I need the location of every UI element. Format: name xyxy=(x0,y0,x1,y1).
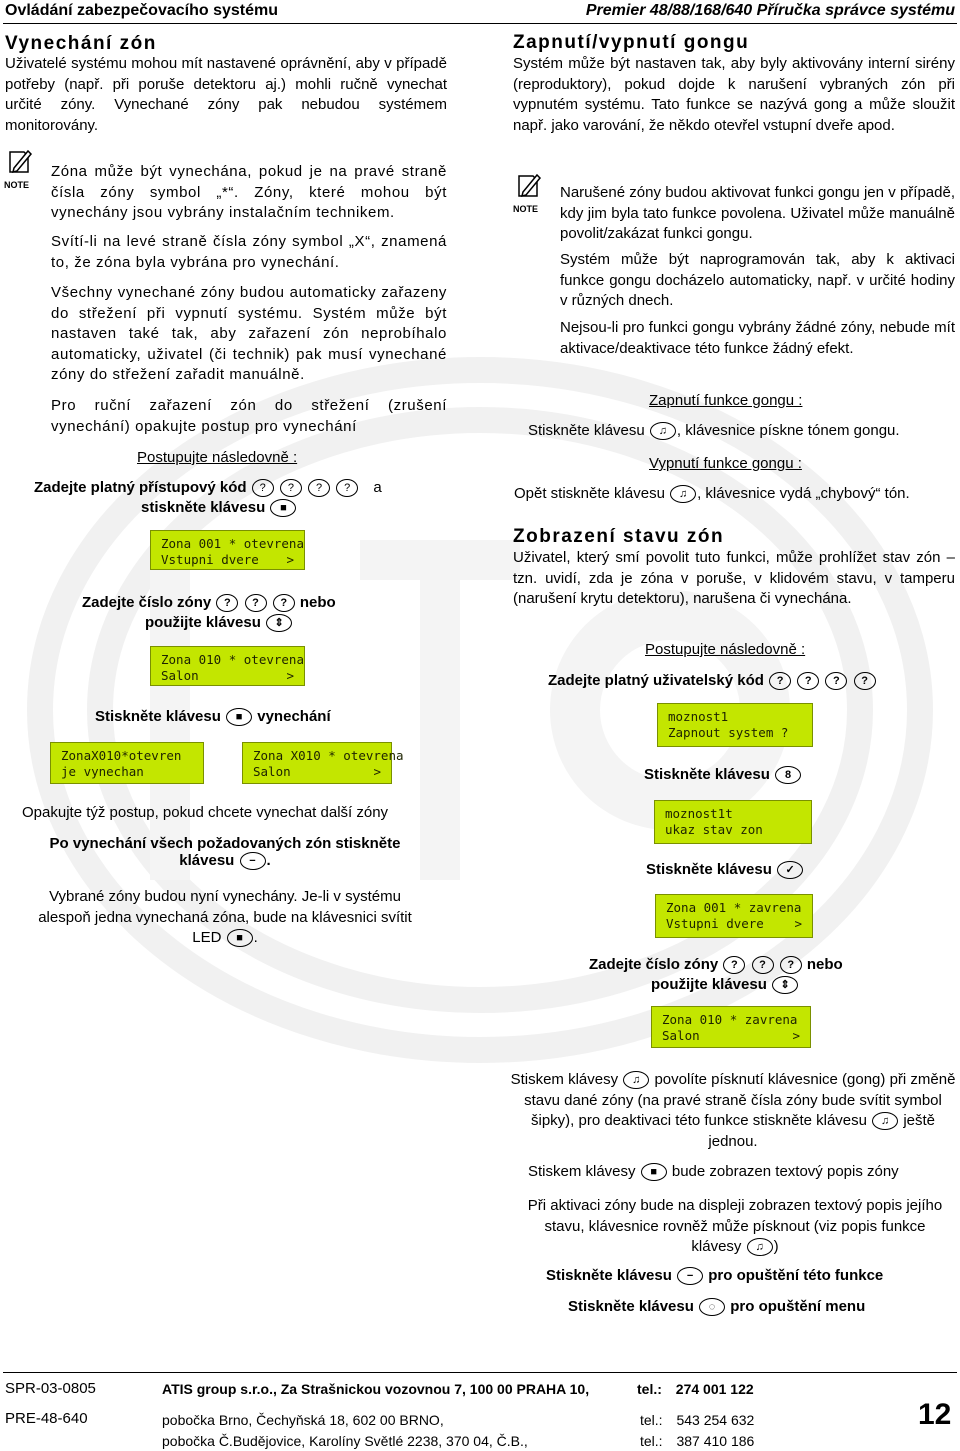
left-step-1b xyxy=(141,499,297,517)
note-pencil-icon xyxy=(4,148,34,182)
right-note-2: Systém může být naprogramován tak, aby k aktivaci funkce gongu docházelo automaticky, např. v určité hodiny v různých dnech. xyxy=(560,251,955,309)
left-step-1 xyxy=(34,479,454,497)
lcd-display-r4 xyxy=(651,1006,811,1048)
lcd4-line2: Salon xyxy=(253,764,291,779)
left-repeat: Opakujte týž postup, pokud chcete vynechat další zóny xyxy=(22,804,389,821)
left-title: Vynechání zón xyxy=(5,33,157,54)
footer-tel-2 xyxy=(640,1433,754,1449)
final-line3 xyxy=(10,928,440,949)
footer-tel-label: tel.: xyxy=(637,1381,662,1397)
digit-key-icon: ? xyxy=(245,594,267,612)
text-info-2: bude zobrazen textový popis zóny xyxy=(671,1163,899,1180)
gong-on-result: , klávesnice pískne tónem gongu. xyxy=(676,422,900,439)
exit2-text: Stiskněte klávesu xyxy=(568,1298,694,1315)
step3-text: Stiskněte klávesu xyxy=(95,708,221,725)
lcd-display-1 xyxy=(150,530,305,570)
exit1-purpose: pro opuštění této funkce xyxy=(708,1267,884,1284)
lcd-display-r2 xyxy=(654,800,812,844)
footer-tel2-number: 387 410 186 xyxy=(676,1433,755,1449)
left-note-3: Všechny vynechané zóny budou automaticky zařazeny do střežení při vypnutí systému. Systém může být nastaven také tak, aby zařazení zón neprobíhalo automaticky, uživatel (či technik) pak musí vynechané zóny do střežení zařadit manuálně. xyxy=(51,284,447,383)
step1-text: Zadejte platný přístupový kód xyxy=(34,479,247,496)
lcd1-line1: Zona 001 * otevrena xyxy=(161,536,304,551)
gong-off-title: Vypnutí funkce gongu : xyxy=(649,455,802,472)
digit-key-icon: ? xyxy=(273,594,295,612)
right-procedure-title: Postupujte následovně : xyxy=(645,641,806,658)
footer-tel-1 xyxy=(640,1412,754,1428)
chime-key-icon: ♫ xyxy=(650,422,676,440)
page-number: 12 xyxy=(918,1398,952,1431)
lcd3-line1: ZonaX010*otevren xyxy=(61,748,182,763)
digit-key-icon: ? xyxy=(780,956,802,974)
bypass-key-icon: ■ xyxy=(226,708,252,726)
digit-key-icon: ? xyxy=(825,672,847,690)
left-step-3 xyxy=(95,708,331,726)
chime-key-icon: ♫ xyxy=(670,485,696,503)
right-step-3 xyxy=(646,861,804,879)
left-step-2 xyxy=(82,594,336,612)
step4r-text: Zadejte číslo zóny xyxy=(589,956,719,973)
left-final xyxy=(10,887,440,949)
step3-bypass: vynechání xyxy=(257,708,331,725)
after-line2 xyxy=(22,852,428,870)
chime-key-icon: ♫ xyxy=(623,1071,649,1089)
right-activation-info xyxy=(520,1196,950,1258)
lcd3-line2: je vynechan xyxy=(61,764,144,779)
footer-code-2: PRE-48-640 xyxy=(5,1410,88,1427)
note-label: NOTE xyxy=(513,204,539,214)
digit-key-icon: ? xyxy=(216,594,238,612)
lcdr3-line2: Vstupni dvere xyxy=(666,916,764,931)
exit2-purpose: pro opuštění menu xyxy=(730,1298,866,1315)
footer-tel1-label: tel.: xyxy=(640,1412,663,1428)
after-line1: Po vynechání všech požadovaných zón stiskněte xyxy=(49,835,401,852)
bypass-key-icon: ■ xyxy=(227,929,253,947)
lcdr3-arrow: > xyxy=(794,916,802,931)
after-dot: . xyxy=(266,852,271,869)
lcd4-line1: Zona X010 * otevrena xyxy=(253,748,404,763)
step3r-text: Stiskněte klávesu xyxy=(646,861,772,878)
gong-on-text: Stiskněte klávesu xyxy=(528,422,645,439)
lcd2-arrow: > xyxy=(286,668,294,683)
lcd1-line2: Vstupni dvere xyxy=(161,552,259,567)
final-led: LED xyxy=(192,929,222,946)
header-right: Premier 48/88/168/640 Příručka správce systému xyxy=(585,2,955,19)
right-step-1 xyxy=(548,672,877,690)
step1-press: stiskněte klávesu xyxy=(141,499,266,516)
step2r-text: Stiskněte klávesu xyxy=(644,766,770,783)
final-line1: Vybrané zóny budou nyní vynechány. Je-li v systému xyxy=(49,888,401,905)
footer-tel-number: 274 001 122 xyxy=(675,1381,754,1397)
footer-divider xyxy=(3,1372,957,1373)
act-info-2: funkce klávesy xyxy=(691,1217,926,1255)
chime-key-icon: ♫ xyxy=(872,1112,898,1130)
digit-key-icon: ? xyxy=(854,672,876,690)
gong-info-1: Stiskem klávesy xyxy=(510,1071,619,1088)
lcdr1-line2: Zapnout system ? xyxy=(668,725,789,740)
digit-key-icon: ? xyxy=(723,956,745,974)
step1-and: a xyxy=(373,479,382,496)
header-left: Ovládání zabezpečovacího systému xyxy=(5,2,278,19)
lcdr4-line2: Salon xyxy=(662,1028,700,1043)
right-note-1: Narušené zóny budou aktivovat funkci gongu jen v případě, kdy jim byla tato funkce povolena. Uživatel může manuálně povolit/zakázat funkci gongu. xyxy=(560,184,955,242)
note-label: NOTE xyxy=(4,180,30,190)
gong-info-2: povolíte písknutí klávesnice (gong) při změně stavu dané zóny (na pravé straně čísla zóny bude svítit symbol šipky), pro deaktivaci této funkce stiskněte xyxy=(524,1071,956,1129)
act-info-3: ) xyxy=(773,1238,779,1255)
left-step-2b xyxy=(145,614,293,632)
step2-scroll: použijte klávesu xyxy=(145,614,261,631)
footer-tel-main xyxy=(637,1381,754,1397)
step2-text: Zadejte číslo zóny xyxy=(82,594,212,611)
gong-on-title: Zapnutí funkce gongu : xyxy=(649,392,803,409)
lcd-display-2 xyxy=(150,646,305,686)
footer-branch-1: pobočka Brno, Čechyňská 18, 602 00 BRNO, xyxy=(162,1412,444,1428)
final-dot: . xyxy=(253,929,258,946)
digit-key-icon: ? xyxy=(336,479,358,497)
right-text-info xyxy=(528,1163,899,1181)
step2-or: nebo xyxy=(299,594,336,611)
digit-key-icon: ? xyxy=(752,956,774,974)
left-note-2: Svítí-li na levé straně čísla zóny symbol „X“, znamená to, že zóna byla vybrána pro vynechání. xyxy=(51,233,447,271)
chime-key-icon: ♫ xyxy=(747,1238,773,1256)
after-key-text: klávesu xyxy=(179,852,235,869)
step4r-or: nebo xyxy=(806,956,843,973)
digit-key-icon: ? xyxy=(797,672,819,690)
lcd-display-4 xyxy=(242,742,404,784)
gong-on-step xyxy=(528,422,900,440)
lcdr2-line2: ukaz stav zon xyxy=(665,822,763,837)
lcd-display-r1 xyxy=(657,703,813,747)
gong-info-3: klávesu xyxy=(816,1112,867,1129)
gong-info-4: ještě jednou. xyxy=(708,1112,936,1150)
left-after xyxy=(22,835,428,870)
footer-company: ATIS group s.r.o., Za Strašnickou vozovnou 7, 100 00 PRAHA 10, xyxy=(162,1381,590,1397)
page-header xyxy=(0,0,960,24)
right-gong-info xyxy=(510,1070,956,1152)
scroll-key-icon: ⇕ xyxy=(772,976,798,994)
step4r-scroll: použijte klávesu xyxy=(651,976,767,993)
right-title-1: Zapnutí/vypnutí gongu xyxy=(513,32,750,53)
gong-off-step xyxy=(514,485,910,503)
right-step-4b xyxy=(651,976,799,994)
lcdr3-line1: Zona 001 * zavrena xyxy=(666,900,802,915)
user-code-text: Zadejte platný uživatelský kód xyxy=(548,672,764,689)
digit-key-icon: ? xyxy=(252,479,274,497)
bypass-key-icon: ■ xyxy=(270,499,296,517)
right-step-2 xyxy=(644,766,802,784)
lcdr2-line1: moznost1t xyxy=(665,806,733,821)
exit-key-icon: − xyxy=(677,1267,703,1285)
lcdr1-line1: moznost1 xyxy=(668,709,729,724)
final-line2: alespoň jedna vynechaná zóna, bude na klávesnici svítit xyxy=(38,908,412,926)
digit-8-key-icon: 8 xyxy=(775,766,801,784)
footer-tel2-label: tel.: xyxy=(640,1433,663,1449)
text-info-1: Stiskem klávesy xyxy=(528,1163,636,1180)
left-intro: Uživatelé systému mohou mít nastavené oprávnění, aby v případě potřeby (např. při poruše detektoru aj.) mohli ručně vynechat určité zóny. Vynechané zóny pak nebudou systémem monitorovány. xyxy=(5,55,447,134)
right-note-3: Nejsou-li pro funkci gongu vybrány žádné zóny, nebude mít aktivace/deaktivace této funkce žádný efekt. xyxy=(560,319,955,357)
lcd4-arrow: > xyxy=(373,764,381,779)
scroll-key-icon: ⇕ xyxy=(266,614,292,632)
lcdr4-line1: Zona 010 * zavrena xyxy=(662,1012,798,1027)
act-info-1: Při aktivaci zóny bude na displeji zobrazen textový popis jejího stavu, klávesnice rovněž může písknout (viz popis xyxy=(527,1197,943,1235)
lcd2-line2: Salon xyxy=(161,668,199,683)
lcd1-arrow: > xyxy=(286,552,294,567)
note-badge-right xyxy=(513,172,549,214)
digit-key-icon: ? xyxy=(280,479,302,497)
lcd-display-r3 xyxy=(655,894,813,938)
lcd2-line1: Zona 010 * otevrena xyxy=(161,652,304,667)
note-pencil-icon xyxy=(513,172,543,206)
footer-code-1: SPR-03-0805 xyxy=(5,1380,96,1397)
header-divider xyxy=(3,23,957,24)
lcd-display-3 xyxy=(50,742,204,784)
left-note-4: Pro ruční zařazení zón do střežení (zrušení vynechání) opakujte postup pro vynechání xyxy=(51,397,447,435)
right-exit-1 xyxy=(546,1267,883,1285)
right-step-4 xyxy=(589,956,843,974)
left-note-1: Zóna může být vynechána, pokud je na pravé straně čísla zóny symbol „*“. Zóny, které mohou být vynechány jsou vybrány instalačním technikem. xyxy=(51,163,447,221)
footer-tel1-number: 543 254 632 xyxy=(676,1412,755,1428)
right-exit-2 xyxy=(568,1298,865,1316)
right-intro-2: Uživatel, který smí povolit tuto funkci, může prohlížet stav zón – tzn. uvidí, zda je zóna v poruše, v klidovém stavu, v tamperu (narušení krytu detektoru), narušena či vynechána. xyxy=(513,549,955,607)
exit1-text: Stiskněte klávesu xyxy=(546,1267,672,1284)
gong-off-result: , klávesnice vydá „chybový“ tón. xyxy=(697,485,910,502)
text-key-icon: ■ xyxy=(641,1163,667,1181)
note-badge xyxy=(4,148,40,190)
digit-key-icon: ? xyxy=(769,672,791,690)
right-title-2: Zobrazení stavu zón xyxy=(513,526,725,547)
check-key-icon: ✓ xyxy=(777,861,803,879)
gong-off-text: Opět stiskněte klávesu xyxy=(514,485,665,502)
left-procedure-title: Postupujte následovně : xyxy=(137,449,298,466)
footer-branch-2: pobočka Č.Budějovice, Karolíny Světlé 2238, 370 04, Č.B., xyxy=(162,1433,528,1449)
menu-exit-key-icon: ◌ xyxy=(699,1298,725,1316)
exit-key-icon: − xyxy=(240,852,266,870)
lcdr4-arrow: > xyxy=(792,1028,800,1043)
right-intro: Systém může být nastaven tak, aby byly aktivovány interní sirény (reproduktory), pokud dojde k narušení vybraných zón při vypnutém systému. Tato funkce se nazývá gong a může sloužit např. jako varování, že někdo otevřel vstupní dveře apod. xyxy=(513,55,955,134)
digit-key-icon: ? xyxy=(308,479,330,497)
